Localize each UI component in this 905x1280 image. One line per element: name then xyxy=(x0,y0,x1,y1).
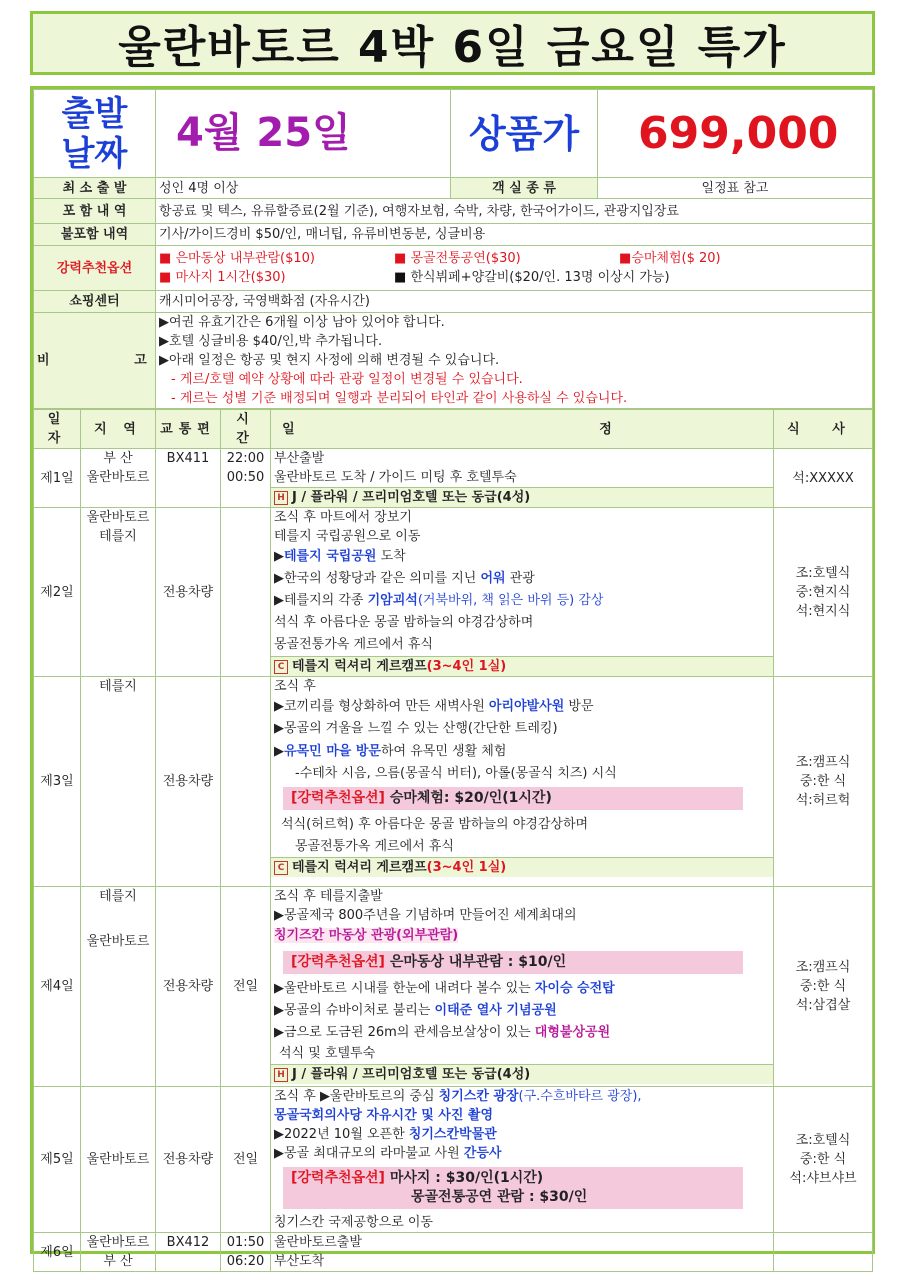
info-table xyxy=(33,89,873,409)
meal-line: 중:한 식 xyxy=(799,774,847,789)
option-item: 은마동상 내부관람($10) xyxy=(175,251,316,266)
option-text: 은마동상 내부관람 : $10/인 xyxy=(384,954,567,970)
day-number: 제6일 xyxy=(34,1233,81,1272)
header-day: 일 자 xyxy=(34,410,81,449)
day-schedule xyxy=(271,1087,774,1233)
hotel-line xyxy=(271,857,773,877)
region-line: 울란바토르 xyxy=(86,510,150,525)
hotel-line xyxy=(271,656,773,676)
region-line: 울란바토르 xyxy=(86,1235,150,1250)
option-tag: [강력추천옵션] xyxy=(291,954,385,970)
highlight-text: 테를지 국립공원 xyxy=(284,549,377,564)
options-label: 강력추천옵션 xyxy=(34,246,156,291)
schedule-line: ▶몽골의 겨울을 느낄 수 있는 산행(간단한 트레킹) xyxy=(274,721,558,736)
meal-line: 석:현지식 xyxy=(795,603,851,619)
remark-line: ▶아래 일정은 항공 및 현지 사정에 의해 변경될 수 있습니다. xyxy=(159,353,500,368)
schedule-line xyxy=(271,1022,773,1044)
black-square-bullet-icon: ■ xyxy=(394,270,407,285)
meal-line: 중:현지식 xyxy=(795,584,851,600)
day-transport: 전용차량 xyxy=(156,1087,221,1233)
highlight-text: 칭기즈칸 마동상 관광(외부관람) xyxy=(274,928,459,943)
option-text: 몽골전통공연 관람 : $30/인 xyxy=(411,1189,588,1205)
day-number: 제2일 xyxy=(34,508,81,677)
schedule-line xyxy=(271,978,773,1000)
departure-label xyxy=(34,90,156,178)
schedule-text: ▶금으로 도금된 26m의 관세음보살상이 있는 xyxy=(274,1025,535,1040)
option-item: 마사지 1시간($30) xyxy=(175,270,286,285)
schedule-text: 방문 xyxy=(564,699,594,714)
page-title: 울란바토르 4박 6일 금요일 특가 xyxy=(118,22,787,73)
region-line: 테를지 xyxy=(99,889,137,904)
price-value: 699,000 xyxy=(598,90,873,178)
hotel-icon: H xyxy=(274,491,288,505)
hotel-line xyxy=(271,487,773,507)
day-schedule xyxy=(271,887,774,1087)
schedule-line: 칭기스칸 국제공항으로 이동 xyxy=(274,1215,433,1230)
region-line: 부 산 xyxy=(103,1254,133,1269)
option-text: 승마체험: $20/인(1시간) xyxy=(384,790,552,806)
camp-icon: C xyxy=(274,861,288,875)
day-transport: 전용차량 xyxy=(156,677,221,887)
excludes-value: 기사/가이드경비 $50/인, 매너팁, 유류비변동분, 싱글비용 xyxy=(156,224,873,246)
day-schedule xyxy=(271,1233,774,1272)
schedule-line: 조식 후 테를지출발 xyxy=(274,889,383,904)
hotel-name: J / 플라워 / 프리미엄호텔 또는 동급(4성) xyxy=(292,1067,531,1082)
day-row-1 xyxy=(34,449,873,508)
day-number: 제5일 xyxy=(34,1087,81,1233)
day-region: 울란바토르 xyxy=(81,1087,156,1233)
day-time: 전일 xyxy=(221,1087,271,1233)
red-square-bullet-icon: ■ xyxy=(619,251,632,266)
schedule-text: 도착 xyxy=(376,549,406,564)
hotel-name: J / 플라워 / 프리미엄호텔 또는 동급(4성) xyxy=(292,490,531,505)
remarks-label: 비 고 xyxy=(34,313,156,409)
schedule-line: 부산도착 xyxy=(274,1254,325,1269)
schedule-line: 몽골전통가옥 게르에서 휴식 xyxy=(274,637,433,652)
highlight-text: 어워 xyxy=(480,571,506,586)
remark-line: ▶여권 유효기간은 6개월 이상 남아 있어야 합니다. xyxy=(159,315,445,330)
includes-value: 항공료 및 텍스, 유류할증료(2월 기준), 여행자보험, 숙박, 차량, 한국어가이드, 관광지입장료 xyxy=(156,199,873,224)
shopping-value: 캐시미어공장, 국영백화점 (자유시간) xyxy=(156,291,873,313)
option-item: 승마체험($ 20) xyxy=(631,251,721,266)
schedule-text: ▶몽골의 슈바이처로 불리는 xyxy=(274,1003,435,1018)
day-meals: 석:XXXXX xyxy=(774,449,873,508)
itinerary-frame xyxy=(30,86,875,1269)
day-schedule xyxy=(271,677,774,887)
day-row-6 xyxy=(34,1233,873,1272)
highlight-text: 이태준 열사 기념공원 xyxy=(434,1003,557,1018)
schedule-line: 부산출발 xyxy=(274,451,325,466)
schedule-line: 울란바토르 도착 / 가이드 미팅 후 호텔투숙 xyxy=(274,470,517,485)
shopping-label: 쇼핑센터 xyxy=(34,291,156,313)
header-meals: 식 사 xyxy=(774,410,873,449)
schedule-line: 석식 및 호텔투숙 xyxy=(279,1046,376,1061)
day-number: 제3일 xyxy=(34,677,81,887)
schedule-line xyxy=(271,1000,773,1022)
highlight-text: 아리야발사원 xyxy=(488,699,565,714)
day-meals xyxy=(774,1233,873,1272)
schedule-line: 조식 후 마트에서 장보기 xyxy=(274,510,412,525)
schedule-line: ▶몽골제국 800주년을 기념하며 만들어진 세계최대의 xyxy=(274,908,577,923)
schedule-line: 테를지 국립공원으로 이동 xyxy=(274,529,421,544)
schedule-line: 조식 후 xyxy=(274,679,316,694)
day-meals xyxy=(774,677,873,887)
option-box xyxy=(283,1167,743,1209)
day-time xyxy=(221,449,271,508)
day-region xyxy=(81,887,156,1087)
day-time xyxy=(221,677,271,887)
day-region: 테를지 xyxy=(81,677,156,887)
includes-label: 포 함 내 역 xyxy=(34,199,156,224)
schedule-text: 관광 xyxy=(505,571,535,586)
schedule-text: 하여 유목민 생활 체험 xyxy=(380,744,507,759)
day-time: 전일 xyxy=(221,887,271,1087)
option-text: 마사지 : $30/인(1시간) xyxy=(384,1170,544,1186)
hotel-icon: H xyxy=(274,1068,288,1082)
day-meals xyxy=(774,1087,873,1233)
day-time xyxy=(221,1233,271,1272)
day-schedule xyxy=(271,449,774,508)
itinerary-header-row xyxy=(34,410,873,449)
schedule-line: 몽골국회의사당 자유시간 및 사진 촬영 xyxy=(274,1108,494,1123)
room-type-value: 일정표 참고 xyxy=(598,178,873,199)
remark-warning: - 게르는 성별 기준 배정되며 일행과 분리되어 타인과 같이 사용하실 수 있습니다. xyxy=(171,391,628,406)
departure-label-line2: 날짜 xyxy=(61,133,128,174)
schedule-line xyxy=(271,1144,773,1163)
schedule-text: (거북바위, 책 읽은 바위 등) 감상 xyxy=(417,593,604,608)
hotel-name: 테를지 럭셔리 게르캠프 xyxy=(292,659,427,674)
day-row-2 xyxy=(34,508,873,677)
meal-line: 석:삼겹살 xyxy=(795,998,851,1013)
hotel-name: 테를지 럭셔리 게르캠프 xyxy=(292,860,427,875)
schedule-text: ▶한국의 성황당과 같은 의미를 지닌 xyxy=(274,571,481,586)
highlight-text: 칭기스칸박물관 xyxy=(408,1127,497,1142)
schedule-text: ▶몽골 최대규모의 라마불교 사원 xyxy=(274,1146,464,1161)
hotel-room-note: (3~4인 1실) xyxy=(426,659,507,674)
day-transport: BX411 xyxy=(156,449,221,508)
red-square-bullet-icon: ■ xyxy=(394,251,407,266)
schedule-line: 석식(허르헉) 후 아름다운 몽골 밤하늘의 야경감상하며 xyxy=(281,817,589,832)
price-label: 상품가 xyxy=(451,90,598,178)
highlight-text: 칭기스칸 광장 xyxy=(438,1089,519,1104)
region-line: 울란바토르 xyxy=(86,934,150,949)
meal-line: 중:한 식 xyxy=(799,1152,847,1167)
schedule-line: 몽골전통가옥 게르에서 휴식 xyxy=(295,839,454,854)
option-item: 한식뷔페+양갈비($20/인. 13명 이상시 가능) xyxy=(410,270,670,285)
remarks-list xyxy=(156,313,873,409)
schedule-text: 조식 후 ▶울란바토르의 중심 xyxy=(274,1089,439,1104)
highlight-text: 간등사 xyxy=(463,1146,502,1161)
day-region xyxy=(81,1233,156,1272)
header-schedule: 일 정 xyxy=(271,410,774,449)
day-row-5 xyxy=(34,1087,873,1233)
header-time: 시 간 xyxy=(221,410,271,449)
hotel-line xyxy=(271,1064,773,1084)
schedule-text: ▶코끼리를 형상화하여 만든 새벽사원 xyxy=(274,699,489,714)
time-line: 06:20 xyxy=(226,1254,265,1269)
schedule-text: ▶울란바토르 시내를 한눈에 내려다 볼수 있는 xyxy=(274,981,535,996)
meal-line: 석:허르헉 xyxy=(795,793,851,808)
schedule-line xyxy=(271,696,773,718)
schedule-line xyxy=(271,1125,773,1144)
option-tag: [강력추천옵션] xyxy=(291,1170,385,1186)
departure-label-line1: 출발 xyxy=(61,93,128,134)
title-banner xyxy=(30,11,875,75)
time-line: 22:00 xyxy=(226,451,265,466)
option-item: 몽골전통공연($30) xyxy=(410,251,521,266)
header-region: 지 역 xyxy=(81,410,156,449)
option-tag: [강력추천옵션] xyxy=(291,790,385,806)
highlight-text: 자이승 승전탑 xyxy=(534,981,615,996)
itinerary-table xyxy=(33,409,873,1272)
schedule-line: ▶테를지 국립공원 도착 xyxy=(274,549,406,564)
day-transport: 전용차량 xyxy=(156,887,221,1087)
region-line: 울란바토르 xyxy=(86,470,150,485)
day-number: 제1일 xyxy=(34,449,81,508)
day-meals xyxy=(774,887,873,1087)
day-region xyxy=(81,449,156,508)
meal-line: 중:한 식 xyxy=(799,979,847,994)
schedule-line: ▶유목민 마을 방문하여 유목민 생활 체험 xyxy=(274,744,507,759)
camp-icon: C xyxy=(274,660,288,674)
schedule-line: -수테차 시음, 으름(몽골식 버터), 아롤(몽골식 치즈) 시식 xyxy=(295,766,617,781)
room-type-label: 객 실 종 류 xyxy=(451,178,598,199)
red-square-bullet-icon: ■ xyxy=(159,251,172,266)
schedule-line xyxy=(271,568,773,590)
day-transport: 전용차량 xyxy=(156,508,221,677)
highlight-text: 유목민 마을 방문 xyxy=(284,744,381,759)
schedule-line: 석식 후 아름다운 몽골 밤하늘의 야경감상하며 xyxy=(274,615,534,630)
schedule-line: 울란바토르출발 xyxy=(274,1235,362,1250)
options-list xyxy=(156,246,873,291)
meal-line: 조:호텔식 xyxy=(795,565,851,581)
schedule-text: ▶2022년 10월 오픈한 xyxy=(274,1127,409,1142)
highlight-text: 기암괴석 xyxy=(367,593,418,608)
schedule-text: (구.수흐바타르 광장), xyxy=(518,1089,642,1104)
day-number: 제4일 xyxy=(34,887,81,1087)
remark-line: ▶호텔 싱글비용 $40/인,박 추가됩니다. xyxy=(159,334,383,349)
day-row-4 xyxy=(34,887,873,1087)
meal-line: 조:캠프식 xyxy=(795,960,851,975)
option-box xyxy=(283,951,743,974)
schedule-line xyxy=(271,590,773,612)
time-line: 00:50 xyxy=(226,470,265,485)
schedule-line xyxy=(271,1087,773,1106)
red-square-bullet-icon: ■ xyxy=(159,270,172,285)
region-line: 테를지 xyxy=(99,529,137,544)
day-row-3 xyxy=(34,677,873,887)
meal-line: 조:호텔식 xyxy=(795,1133,851,1148)
departure-date: 4월 25일 xyxy=(156,90,451,178)
schedule-text: ▶테를지의 각종 xyxy=(274,593,368,608)
day-transport: BX412 xyxy=(156,1233,221,1272)
min-departure-value: 성인 4명 이상 xyxy=(156,178,451,199)
meal-line: 조:캠프식 xyxy=(795,755,851,770)
day-time xyxy=(221,508,271,677)
highlight-text: 대형불상공원 xyxy=(534,1025,611,1040)
header-transport: 교통편 xyxy=(156,410,221,449)
excludes-label: 불포함 내역 xyxy=(34,224,156,246)
schedule-line xyxy=(271,925,773,947)
region-line: 부 산 xyxy=(103,451,133,466)
hotel-room-note: (3~4인 1실) xyxy=(426,860,507,875)
day-meals xyxy=(774,508,873,677)
day-region xyxy=(81,508,156,677)
min-departure-label: 최 소 출 발 xyxy=(34,178,156,199)
option-box xyxy=(283,787,743,810)
remark-warning: - 게르/호텔 예약 상황에 따라 관광 일정이 변경될 수 있습니다. xyxy=(171,372,523,387)
meal-line: 석:샤브샤브 xyxy=(789,1171,857,1186)
time-line: 01:50 xyxy=(226,1235,265,1250)
day-schedule xyxy=(271,508,774,677)
